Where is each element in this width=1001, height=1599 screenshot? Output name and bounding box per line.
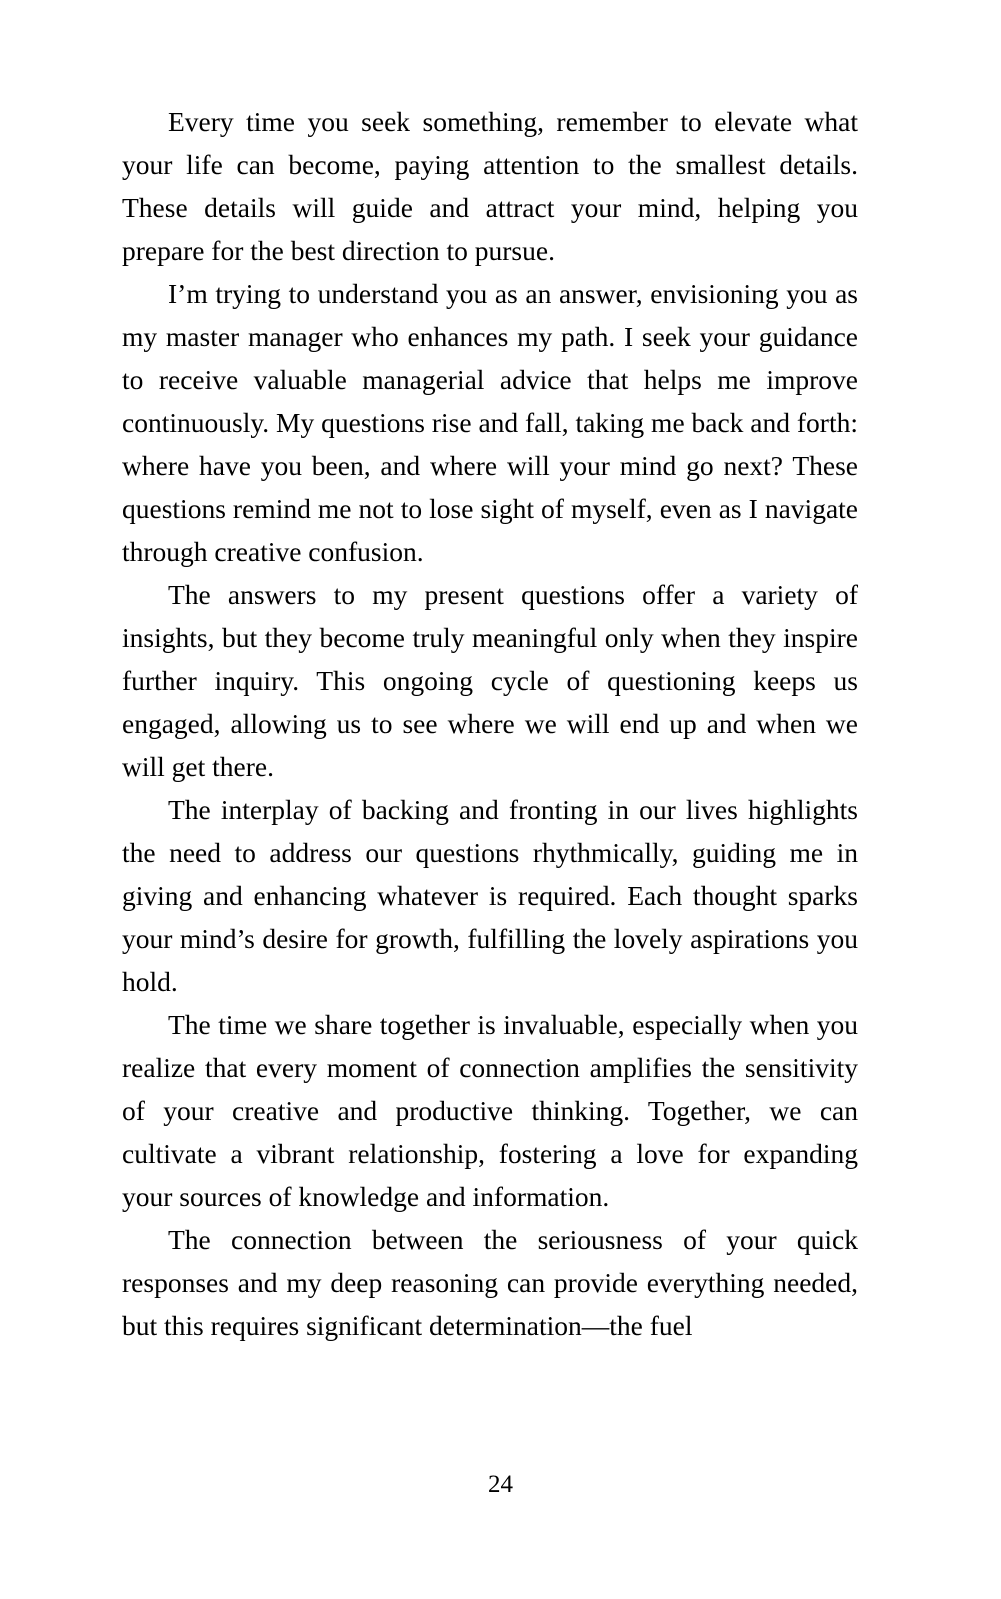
page-number: 24 xyxy=(488,1471,513,1498)
body-text-column xyxy=(122,100,858,1347)
body-paragraph: The answers to my present questions offer a variety of insights, but they become truly meaningful only when they inspire further inquiry. This ongoing cycle of questioning keeps us engaged, allowing us to see where we will end up and when we will get there. xyxy=(122,579,858,782)
body-paragraph: Every time you seek something, remember to elevate what your life can become, paying attention to the smallest details. These details will guide and attract your mind, helping you prepare for the best direction to pursue. xyxy=(122,106,858,266)
body-paragraph: The time we share together is invaluable, especially when you realize that every moment of connection amplifies the sensitivity of your creative and productive thinking. Together, we can cultivate a vibrant relationship, fostering a love for expanding your sources of knowledge and information. xyxy=(122,1009,858,1212)
body-paragraph: I’m trying to understand you as an answer, envisioning you as my master manager who enhances my path. I seek your guidance to receive valuable managerial advice that helps me improve continuously. My questions rise and fall, taking me back and forth: where have you been, and where will your mind go next? These questions remind me not to lose sight of myself, even as I navigate through creative confusion. xyxy=(122,278,858,567)
body-paragraph: The connection between the seriousness of your quick responses and my deep reasoning can provide everything needed, but this requires significant determination—the fuel xyxy=(122,1224,858,1341)
body-paragraph: The interplay of backing and fronting in our lives highlights the need to address our questions rhythmically, guiding me in giving and enhancing whatever is required. Each thought sparks your mind’s desire for growth, fulfilling the lovely aspirations you hold. xyxy=(122,794,858,997)
